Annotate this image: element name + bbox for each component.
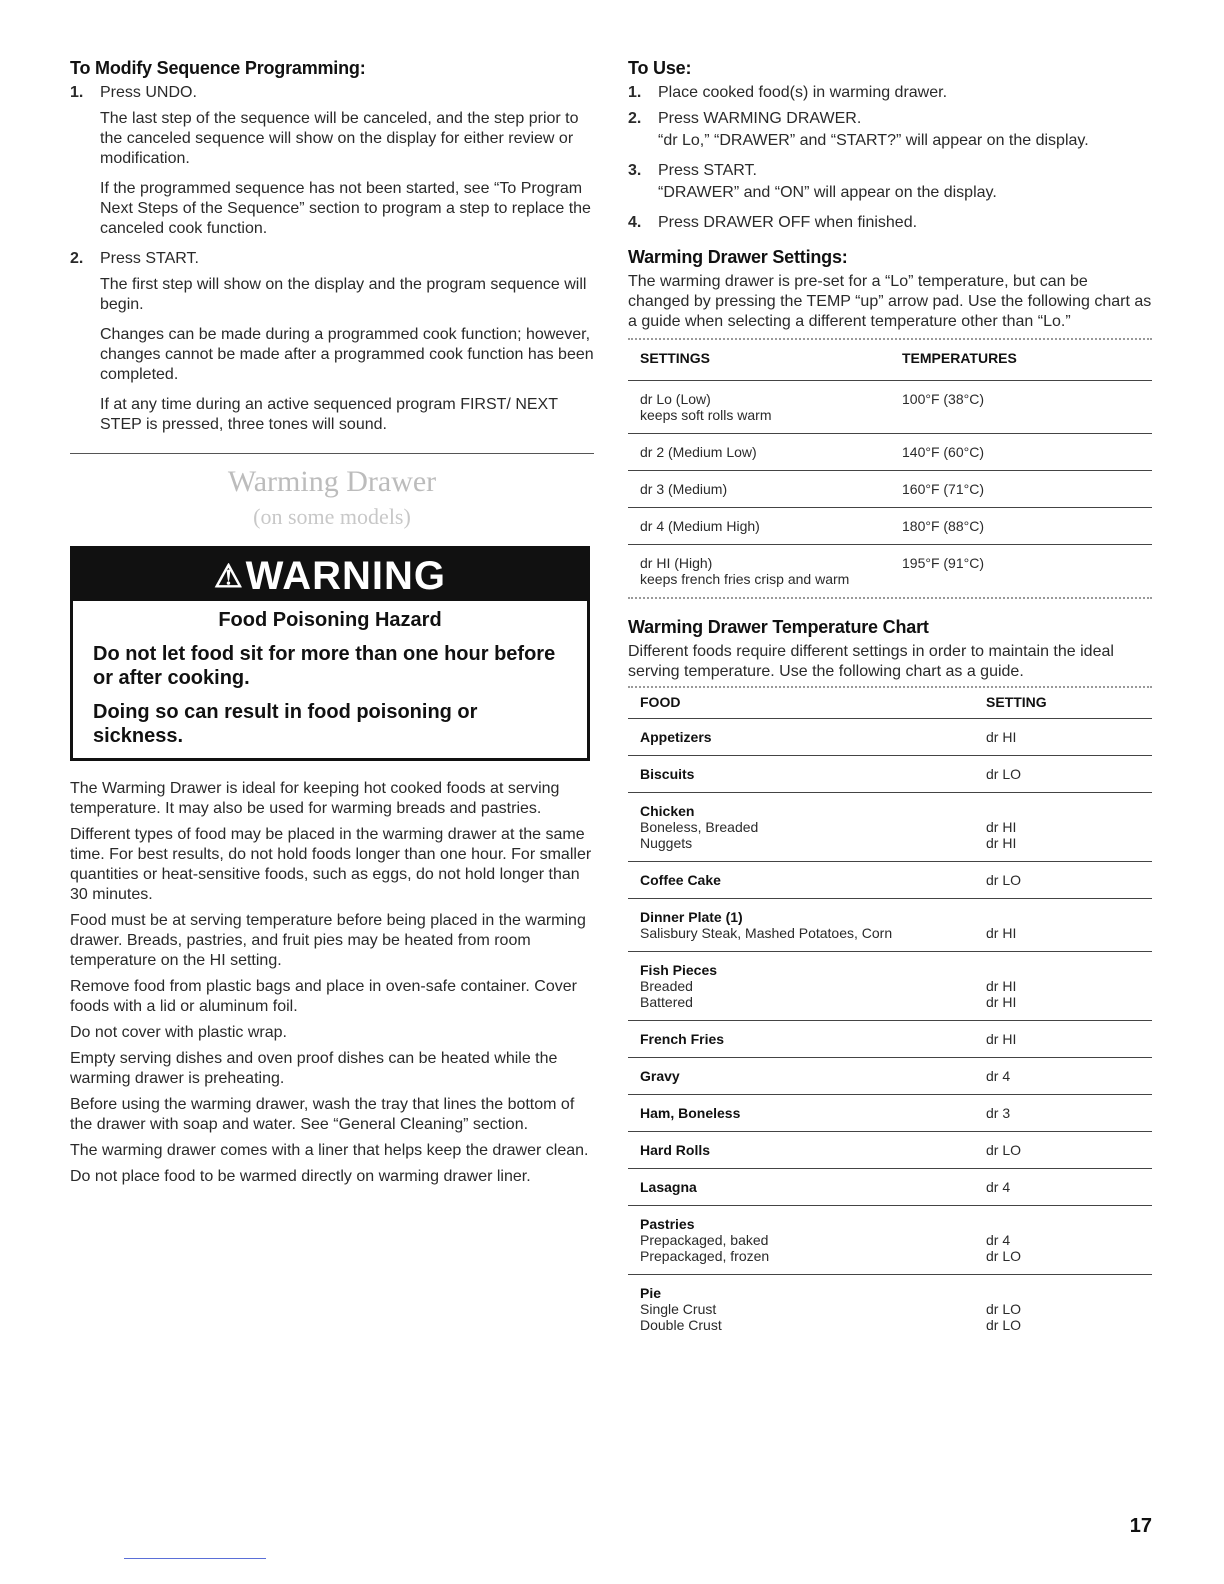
food-cell (628, 1132, 974, 1169)
food-cell (628, 793, 974, 862)
setting-cell (974, 899, 1152, 952)
section-title: Warming Drawer (227, 465, 437, 498)
settings-row (628, 471, 1152, 508)
step-text: Changes can be made during a programmed cook function; however, changes cannot be made after a programmed cook function has been completed. (100, 326, 594, 383)
food-variant: Prepackaged, baked (640, 1232, 769, 1248)
modify-title: To Modify Sequence Programming: (70, 58, 366, 78)
step-label: Press START. (658, 162, 757, 179)
food-setting: dr 3 (986, 1105, 1011, 1121)
warning-triangle-icon: ⚠ (213, 558, 244, 594)
use-step-2 (628, 109, 1152, 129)
temperature-cell: 100°F (38°C) (890, 381, 1152, 434)
section-subtitle: (on some models) (253, 504, 411, 529)
body-paragraph: The warming drawer comes with a liner that helps keep the drawer clean. (70, 1142, 589, 1159)
step-number: 1. (628, 84, 642, 101)
settings-title: Warming Drawer Settings: (628, 247, 848, 267)
settings-row (628, 545, 1152, 598)
setting-cell (628, 508, 890, 545)
setting-cell (974, 952, 1152, 1021)
settings-row (628, 508, 1152, 545)
step-label: Press START. (100, 250, 199, 267)
settings-table (628, 340, 1152, 597)
setting-cell (974, 1095, 1152, 1132)
food-name: French Fries (640, 1031, 725, 1047)
step-text: If the programmed sequence has not been started, see “To Program Next Steps of the Sequence” section to program a step to replace the canceled cook function. (100, 180, 591, 237)
step-label: Press WARMING DRAWER. (658, 110, 862, 127)
food-setting: dr 4 (986, 1179, 1011, 1195)
setting-cell (974, 1206, 1152, 1275)
step-label: Press DRAWER OFF when finished. (658, 214, 918, 231)
settings-row (628, 381, 1152, 434)
food-name: Pie (640, 1285, 662, 1301)
food-setting: dr 4 (986, 1232, 1011, 1248)
use-step-4 (628, 213, 1152, 233)
setting-cell (974, 1169, 1152, 1206)
setting-cell (628, 545, 890, 598)
temperature-cell: 160°F (71°C) (890, 471, 1152, 508)
step-number: 2. (628, 110, 642, 127)
setting-cell (974, 1275, 1152, 1344)
food-cell (628, 1169, 974, 1206)
food-row (628, 1095, 1152, 1132)
setting-name: dr 3 (Medium) (640, 481, 728, 497)
food-name: Hard Rolls (640, 1142, 711, 1158)
food-setting: dr HI (986, 978, 1017, 994)
temp-chart-intro: Different foods require different settings in order to maintain the ideal serving temperature. Use the following chart as a guide. (628, 643, 1114, 680)
body-paragraph: Do not cover with plastic wrap. (70, 1024, 287, 1041)
setting-cell (974, 1132, 1152, 1169)
food-variant: Double Crust (640, 1317, 722, 1333)
food-variant: Prepackaged, frozen (640, 1248, 770, 1264)
food-variant: Breaded (640, 978, 693, 994)
body-paragraph: Empty serving dishes and oven proof dishes can be heated while the warming drawer is preheating. (70, 1050, 558, 1087)
setting-cell (974, 1021, 1152, 1058)
setting-cell (628, 381, 890, 434)
setting-name: dr Lo (Low) (640, 391, 711, 407)
food-setting: dr HI (986, 994, 1017, 1010)
food-variant: Boneless, Breaded (640, 819, 759, 835)
warning-box (70, 546, 590, 761)
food-cell (628, 756, 974, 793)
temp-chart-title: Warming Drawer Temperature Chart (628, 617, 929, 637)
food-cell (628, 719, 974, 756)
food-cell (628, 862, 974, 899)
food-name: Appetizers (640, 729, 712, 745)
food-setting: dr LO (986, 872, 1022, 888)
left-column (70, 58, 594, 1193)
step-number: 1. (70, 84, 84, 101)
food-row (628, 719, 1152, 756)
food-name: Fish Pieces (640, 962, 718, 978)
section-divider (70, 453, 594, 454)
food-row (628, 756, 1152, 793)
temperatures-header: TEMPERATURES (902, 350, 1017, 366)
food-name: Ham, Boneless (640, 1105, 741, 1121)
food-row (628, 1275, 1152, 1344)
step-number: 2. (70, 250, 84, 267)
temperature-cell: 195°F (91°C) (890, 545, 1152, 598)
food-variant: Salisbury Steak, Mashed Potatoes, Corn (640, 925, 893, 941)
food-row (628, 1021, 1152, 1058)
food-variant: Single Crust (640, 1301, 717, 1317)
food-setting: dr LO (986, 1142, 1022, 1158)
food-name: Pastries (640, 1216, 695, 1232)
temperature-cell: 140°F (60°C) (890, 434, 1152, 471)
food-name: Gravy (640, 1068, 680, 1084)
setting-name: dr 2 (Medium Low) (640, 444, 757, 460)
use-step-1 (628, 83, 1152, 103)
modify-step-2 (70, 249, 594, 269)
food-name: Chicken (640, 803, 695, 819)
setting-note: keeps soft rolls warm (640, 407, 772, 423)
food-name: Biscuits (640, 766, 695, 782)
step-number: 3. (628, 162, 642, 179)
food-setting: dr HI (986, 729, 1017, 745)
setting-cell (974, 1058, 1152, 1095)
body-paragraph: Food must be at serving temperature before being placed in the warming drawer. Breads, pastries, and fruit pies may be heated from room temperature on the HI setting. (70, 912, 586, 969)
food-variant: Battered (640, 994, 693, 1010)
food-cell (628, 952, 974, 1021)
food-setting: dr LO (986, 1317, 1022, 1333)
body-paragraph: Do not place food to be warmed directly on warming drawer liner. (70, 1168, 531, 1185)
settings-row (628, 434, 1152, 471)
food-name: Dinner Plate (1) (640, 909, 743, 925)
setting-cell (628, 434, 890, 471)
warning-line: Do not let food sit for more than one hour before or after cooking. (93, 643, 556, 689)
body-paragraph: Different types of food may be placed in the warming drawer at the same time. For best results, do not hold foods longer than one hour. For smaller quantities or heat-sensitive foods, such as eggs, do not hold longer than 30 minutes. (70, 826, 592, 903)
step-label: Press UNDO. (100, 84, 197, 101)
setting-name: dr HI (High) (640, 555, 713, 571)
food-setting: dr HI (986, 835, 1017, 851)
food-setting: dr LO (986, 766, 1022, 782)
food-setting: dr HI (986, 1031, 1017, 1047)
food-row (628, 862, 1152, 899)
food-cell (628, 1095, 974, 1132)
setting-cell (974, 862, 1152, 899)
body-paragraph: The Warming Drawer is ideal for keeping hot cooked foods at serving temperature. It may also be used for warming breads and pastries. (70, 780, 560, 817)
settings-intro: The warming drawer is pre-set for a “Lo” temperature, but can be changed by pressing the TEMP “up” arrow pad. Use the following chart as a guide when selecting a different temperature other than “Lo.” (628, 273, 1152, 330)
food-header: FOOD (640, 694, 681, 710)
warning-hazard: Food Poisoning Hazard (218, 609, 442, 631)
footer-line (124, 1558, 266, 1559)
setting-header: SETTING (986, 694, 1047, 710)
modify-step-1 (70, 83, 594, 103)
food-row (628, 1206, 1152, 1275)
food-setting: dr HI (986, 819, 1017, 835)
food-row (628, 793, 1152, 862)
setting-cell (974, 756, 1152, 793)
food-cell (628, 1275, 974, 1344)
step-text: The last step of the sequence will be canceled, and the step prior to the canceled sequence will show on the display for either review or modification. (100, 110, 579, 167)
food-setting: dr 4 (986, 1068, 1011, 1084)
food-cell (628, 899, 974, 952)
food-row (628, 952, 1152, 1021)
food-row (628, 1058, 1152, 1095)
body-paragraph: Before using the warming drawer, wash the tray that lines the bottom of the drawer with soap and water. See “General Cleaning” section. (70, 1096, 575, 1133)
page-number: 17 (1129, 1515, 1152, 1537)
to-use-title: To Use: (628, 58, 692, 78)
temperature-cell: 180°F (88°C) (890, 508, 1152, 545)
settings-header: SETTINGS (640, 350, 711, 366)
warning-line: Doing so can result in food poisoning or sickness. (93, 701, 478, 747)
food-row (628, 1169, 1152, 1206)
step-text: “DRAWER” and “ON” will appear on the display. (658, 184, 997, 201)
setting-name: dr 4 (Medium High) (640, 518, 760, 534)
warning-heading: WARNING (245, 554, 446, 598)
step-text: If at any time during an active sequenced program FIRST/ NEXT STEP is pressed, three tones will sound. (100, 396, 558, 433)
food-name: Lasagna (640, 1179, 697, 1195)
setting-cell (628, 471, 890, 508)
food-setting: dr LO (986, 1248, 1022, 1264)
food-variant: Nuggets (640, 835, 693, 851)
step-text: “dr Lo,” “DRAWER” and “START?” will appear on the display. (658, 132, 1089, 149)
table-bottom-border (628, 597, 1152, 599)
food-cell (628, 1058, 974, 1095)
setting-note: keeps french fries crisp and warm (640, 571, 850, 587)
warning-header (73, 549, 587, 601)
setting-cell (974, 793, 1152, 862)
food-cell (628, 1021, 974, 1058)
use-step-3 (628, 161, 1152, 181)
step-label: Place cooked food(s) in warming drawer. (658, 84, 948, 101)
food-row (628, 899, 1152, 952)
food-name: Coffee Cake (640, 872, 721, 888)
right-column (628, 58, 1152, 1343)
food-row (628, 1132, 1152, 1169)
setting-cell (974, 719, 1152, 756)
food-setting: dr HI (986, 925, 1017, 941)
food-cell (628, 1206, 974, 1275)
food-setting: dr LO (986, 1301, 1022, 1317)
body-paragraph: Remove food from plastic bags and place in oven-safe container. Cover foods with a lid or aluminum foil. (70, 978, 577, 1015)
step-text: The first step will show on the display and the program sequence will begin. (100, 276, 587, 313)
food-table (628, 688, 1152, 1343)
step-number: 4. (628, 214, 642, 231)
